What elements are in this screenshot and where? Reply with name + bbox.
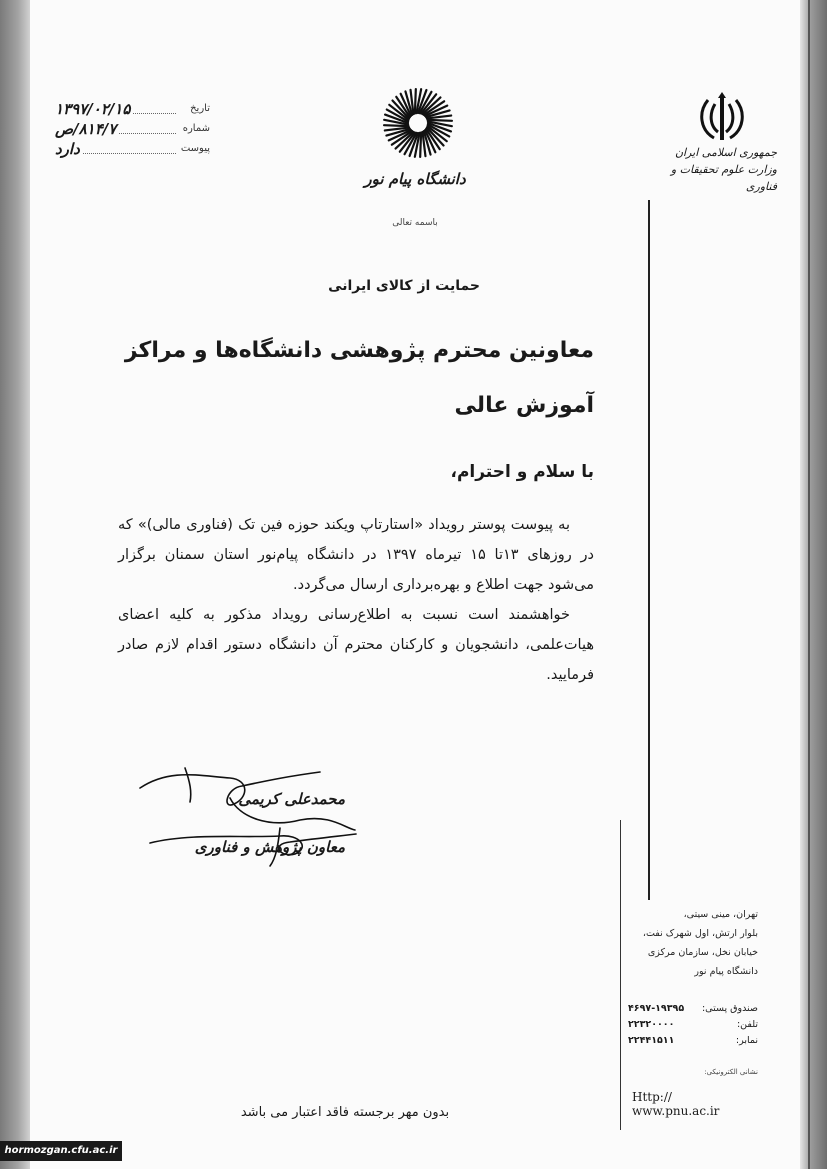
contact-row-fax <box>626 1035 758 1051</box>
contact-label: صندوق پستی: <box>701 1003 758 1014</box>
contact-row-pobox <box>626 1003 758 1019</box>
ministry-line-1: جمهوری اسلامی ایران <box>674 146 777 159</box>
iran-emblem-icon <box>696 92 748 144</box>
university-name: دانشگاه پیام نور <box>364 170 466 188</box>
recipient-line-2: آموزش عالی <box>454 393 594 418</box>
logo-ray <box>415 89 416 113</box>
letter-meta <box>50 100 210 160</box>
address-line: خیابان نخل، سازمان مرکزی <box>647 947 758 958</box>
contact-value: ۲۲۳۲۰۰۰۰ <box>628 1019 675 1030</box>
recipient-line-1: معاونین محترم پژوهشی دانشگاه‌ها و مراکز <box>124 338 594 363</box>
margin-rule-lower <box>620 820 621 1130</box>
contact-label: تلفن: <box>736 1019 758 1030</box>
ministry-heading <box>647 144 777 195</box>
contact-row-phone <box>626 1019 758 1035</box>
signer-title: معاون پژوهش و فناوری <box>194 838 345 856</box>
meta-row-attachment <box>50 140 210 160</box>
salutation: با سلام و احترام، <box>450 462 594 482</box>
email-label: نشانی الکترونیکی: <box>704 1068 758 1076</box>
body-paragraph-1: به پیوست پوستر رویداد «استارتاپ ویکند حوزه فین تک (فناوری مالی)» که در روزهای ۱۳تا ۱۵ تیرماه ۱۳۹۷ در دانشگاه پیام‌نور استان سمنان برگزار می‌شود جهت اطلاع و بهره‌برداری ارسال می‌گردد. <box>118 517 594 593</box>
website-link[interactable]: Http:// www.pnu.ac.ir <box>632 1090 720 1118</box>
logo-ray <box>384 125 408 126</box>
scan-margin-right <box>800 0 827 1169</box>
sidebar-address <box>626 905 758 981</box>
address-line: تهران، مینی سیتی، <box>683 909 758 920</box>
logo-ray <box>420 133 421 157</box>
signer-name: محمدعلی کریمی <box>238 790 345 808</box>
meta-label-number: شماره <box>182 123 210 134</box>
bismillah: باسمه تعالی <box>392 218 438 228</box>
scan-margin-left <box>0 0 30 1169</box>
meta-label-date: تاریخ <box>190 103 210 114</box>
sidebar-contact <box>626 1003 758 1051</box>
address-line: دانشگاه پیام نور <box>694 966 758 977</box>
body-paragraph-2: خواهشمند است نسبت به اطلاع‌رسانی رویداد مذکور به کلیه اعضای هیات‌علمی، دانشجویان و کارکنان محترم آن دانشگاه دستور اقدام لازم صادر فرمایید. <box>118 607 594 683</box>
meta-dots <box>80 153 176 154</box>
meta-row-number <box>50 120 210 140</box>
meta-label-attachment: پیوست <box>180 143 210 154</box>
address-line: بلوار ارتش، اول شهرک نفت، <box>642 928 758 939</box>
meta-value-number: ۸۱۴/۷/ص <box>52 120 119 138</box>
meta-value-attachment: دارد <box>52 140 83 158</box>
payame-noor-sunburst-logo <box>381 86 455 160</box>
letter-body <box>118 510 594 690</box>
support-slogan: حمایت از کالای ایرانی <box>328 278 480 294</box>
contact-value: ۴۶۹۷-۱۹۳۹۵ <box>628 1003 685 1014</box>
logo-ray <box>428 120 452 121</box>
margin-rule <box>648 200 650 900</box>
meta-row-date <box>50 100 210 120</box>
ministry-line-2: وزارت علوم تحقیقات و فناوری <box>670 163 777 193</box>
site-watermark: hormozgan.cfu.ac.ir <box>0 1141 122 1161</box>
meta-value-date: ۱۳۹۷/۰۲/۱۵ <box>52 100 133 118</box>
contact-label: نمابر: <box>735 1035 758 1046</box>
contact-value: ۲۲۴۴۱۵۱۱ <box>628 1035 675 1046</box>
footer-validity-note: بدون مهر برجسته فاقد اعتبار می باشد <box>240 1105 450 1120</box>
